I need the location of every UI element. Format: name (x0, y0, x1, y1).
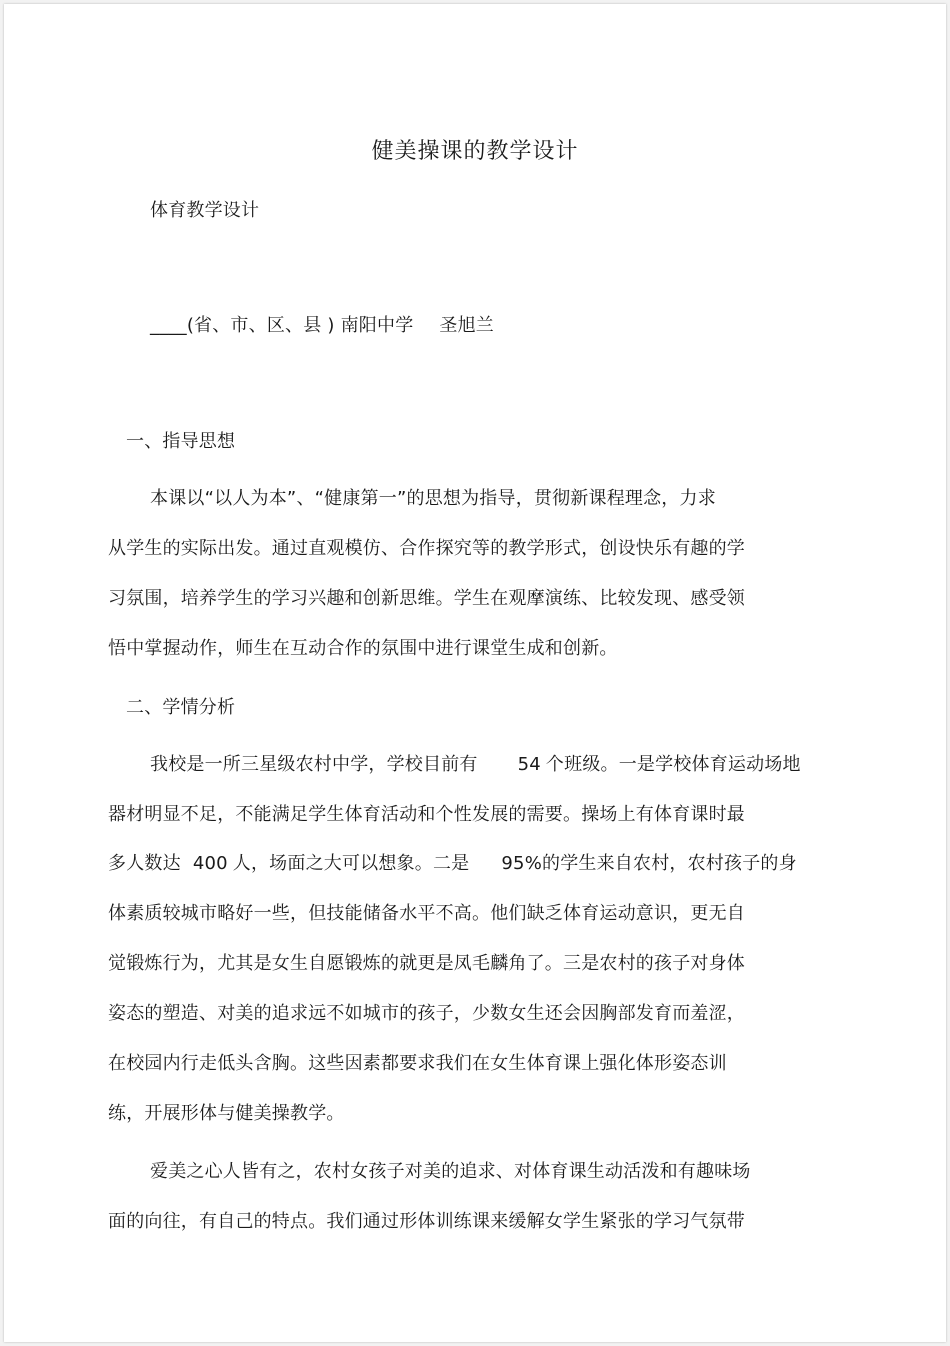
paragraph-line: 从学生的实际出发。通过直观模仿、合作探究等的教学形式，创设快乐有趣的学 (108, 538, 745, 559)
author-blank: ____ (150, 315, 187, 336)
section-heading: 一、指导思想 (126, 431, 236, 452)
document-title: 健美操课的教学设计 (371, 139, 579, 164)
document-page (4, 4, 946, 1342)
document-subtitle: 体育教学设计 (150, 200, 260, 221)
paragraph-line: 练，开展形体与健美操教学。 (108, 1103, 345, 1124)
paragraph-line: 觉锻炼行为，尤其是女生自愿锻炼的就更是凤毛麟角了。三是农村的孩子对身体 (108, 953, 745, 974)
section-heading: 二、学情分析 (126, 697, 236, 718)
text-run: 人，场面之大可以想象。二是 (232, 853, 470, 874)
number-run: 54 (517, 754, 541, 775)
paragraph-line: 本课以“以人为本”、“健康第一”的思想为指导，贯彻新课程理念，力求 (150, 488, 716, 509)
text-run: 的学生来自农村，农村孩子的身 (542, 853, 797, 874)
text-run: 个班级。一是学校体育运动场地 (545, 754, 801, 775)
paragraph-line: 悟中掌握动作，师生在互动合作的氛围中进行课堂生成和创新。 (108, 638, 618, 659)
paragraph-line (150, 753, 801, 777)
author-school: 南阳中学 (340, 315, 414, 336)
paragraph-line: 面的向往，有自己的特点。我们通过形体训练课来缓解女学生紧张的学习气氛带 (108, 1211, 745, 1232)
number-run: 95% (501, 853, 542, 874)
paragraph-line: 在校园内行走低头含胸。这些因素都要求我们在女生体育课上强化体形姿态训 (108, 1053, 727, 1074)
text-run: 多人数达 (108, 853, 181, 874)
paragraph-line: 习氛围，培养学生的学习兴趣和创新思维。学生在观摩演练、比较发现、感受领 (108, 588, 745, 609)
paragraph-line: 爱美之心人皆有之，农村女孩子对美的追求、对体育课生动活泼和有趣味场 (150, 1161, 751, 1182)
author-name: 圣旭兰 (439, 315, 495, 336)
paragraph-line: 器材明显不足，不能满足学生体育活动和个性发展的需要。操场上有体育课时最 (108, 804, 745, 825)
author-region: (省、市、区、县 ) (186, 315, 335, 336)
author-line (150, 314, 494, 338)
paragraph-line: 体素质较城市略好一些，但技能储备水平不高。他们缺乏体育运动意识，更无自 (108, 903, 745, 924)
paragraph-line (108, 852, 797, 876)
text-run: 我校是一所三星级农村中学，学校目前有 (150, 754, 478, 775)
paragraph-line: 姿态的塑造、对美的追求远不如城市的孩子，少数女生还会因胸部发育而羞涩， (108, 1003, 745, 1024)
number-run: 400 (192, 853, 228, 874)
